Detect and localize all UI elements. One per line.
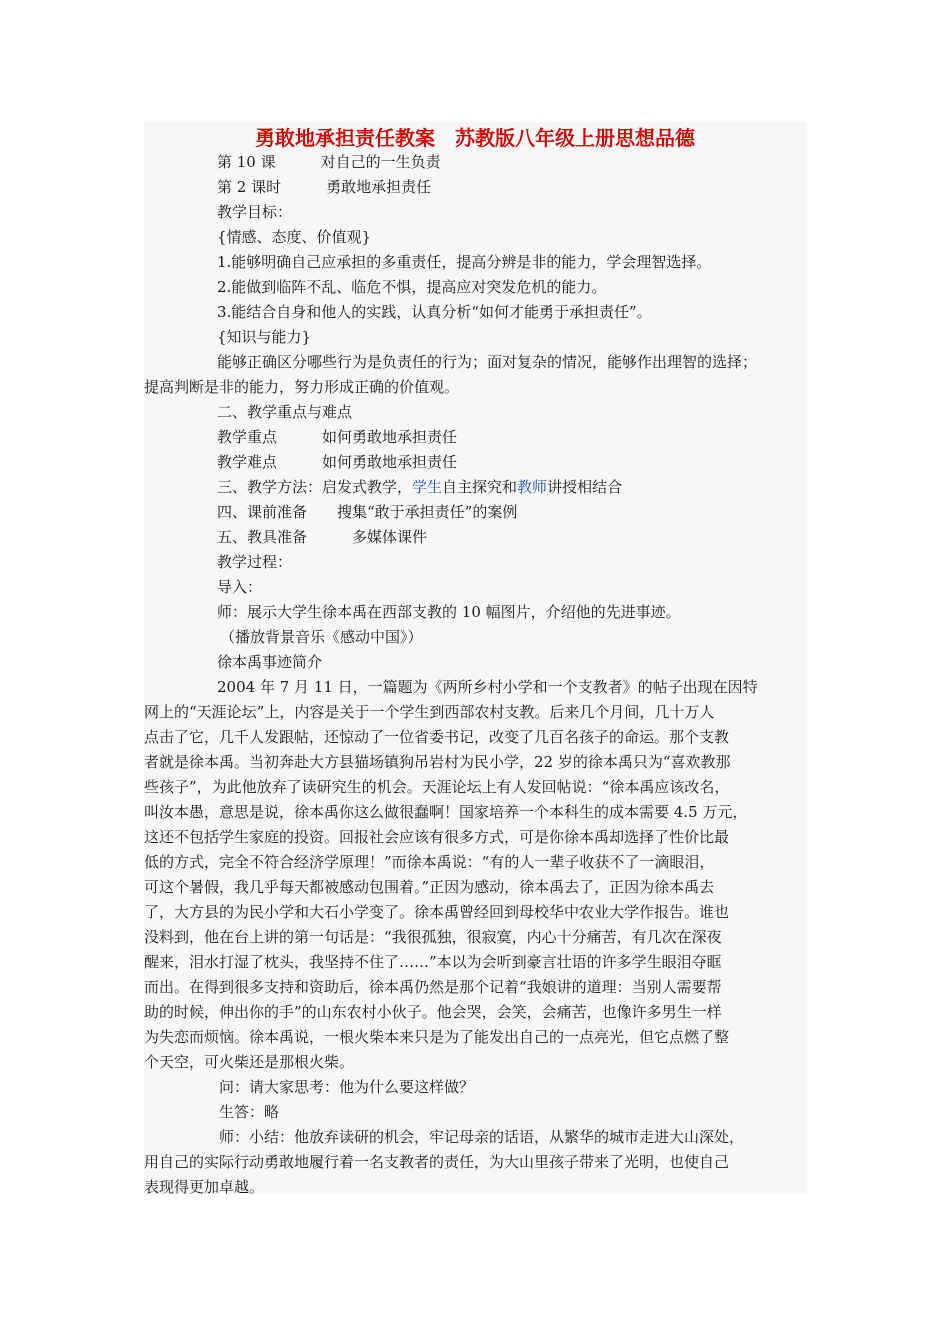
period-line: 第 2 课时 勇敢地承担责任 (217, 178, 432, 196)
summary-line-1: 师：小结：他放弃读研的机会，牢记母亲的话语，从繁华的城市走进大山深处， (219, 1128, 745, 1146)
story-line: 没料到，他在台上讲的第一句话是：“我很孤独，很寂寞，内心十分痛苦，有几次在深夜 (144, 928, 722, 946)
music-line: （播放背景音乐《感动中国》） (220, 628, 423, 646)
story-line: 这还不包括学生家庭的投资。回报社会应该有很多方式，可是你徐本禹却选择了性价比最 (144, 828, 730, 846)
story-line: 为失恋而烦恼。徐本禹说，一根火柴本来只是为了能发出自己的一点亮光，但它点燃了整 (144, 1028, 730, 1046)
process-heading: 教学过程： (217, 553, 293, 571)
story-line: 叫汝本愚，意思是说，徐本禹你这么做很蠢啊！国家培养一个本科生的成本需要 4.5 万元， (144, 803, 748, 821)
goal-item-2: 2.能做到临阵不乱、临危不惧，提高应对突发危机的能力。 (217, 278, 607, 296)
summary-line-2: 用自己的实际行动勇敢地履行着一名支教者的责任，为大山里孩子带来了光明，也使自己 (144, 1153, 730, 1171)
goals-subheading-values: {情感、态度、价值观} (217, 228, 372, 246)
story-line: 了，大方县的为民小学和大石小学变了。徐本禹曾经回到母校华中农业大学作报告。谁也 (144, 903, 730, 921)
ability-paragraph-line-1: 能够正确区分哪些行为是负责任的行为；面对复杂的情况，能够作出理智的选择； (217, 353, 758, 371)
story-line: 醒来，泪水打湿了枕头，我坚持不住了……”本以为会听到豪言壮语的许多学生眼泪夺眶 (144, 953, 722, 971)
story-line: 者就是徐本禹。当初奔赴大方县猫场镇狗吊岩村为民小学，22 岁的徐本禹只为“喜欢教那 (144, 753, 731, 771)
key-point-line: 教学重点 如何勇敢地承担责任 (217, 428, 458, 446)
answer-line: 生答：略 (219, 1103, 280, 1121)
story-line: 2004 年 7 月 11 日，一篇题为《两所乡村小学和一个支教者》的帖子出现在因特 (217, 678, 758, 696)
teacher-intro-line: 师：展示大学生徐本禹在西部支教的 10 幅图片，介绍他的先进事迹。 (217, 603, 681, 621)
link-teacher[interactable]: 教师 (517, 478, 548, 496)
story-line: 些孩子”，为此他放弃了读研究生的机会。天涯论坛上有人发回帖说：“徐本禹应该改名， (144, 778, 730, 796)
lesson-line: 第 10 课 对自己的一生负责 (217, 153, 441, 171)
method-prefix: 三、教学方法：启发式教学， (217, 478, 413, 496)
goals-heading: 教学目标： (217, 203, 293, 221)
story-line: 个天空，可火柴还是那根火柴。 (144, 1053, 355, 1071)
document-page (144, 122, 806, 1194)
intro-heading: 导入： (217, 578, 263, 596)
story-line: 助的时候，伸出你的手”的山东农村小伙子。他会哭，会笑，会痛苦，也像许多男生一样 (144, 1003, 722, 1021)
tools-line: 五、教具准备 多媒体课件 (217, 528, 428, 546)
difficult-point-line: 教学难点 如何勇敢地承担责任 (217, 453, 458, 471)
story-line: 而出。在得到很多支持和资助后，徐本禹仍然是那个记着“我娘讲的道理：当别人需要帮 (144, 978, 722, 996)
link-student[interactable]: 学生 (412, 478, 443, 496)
goal-item-1: 1.能够明确自己应承担的多重责任，提高分辨是非的能力，学会理智选择。 (217, 253, 712, 271)
story-line: 点击了它，几千人发跟帖，还惊动了一位省委书记，改变了几百名孩子的命运。那个支教 (144, 728, 730, 746)
method-suffix: 讲授相结合 (547, 478, 623, 496)
goal-item-3: 3.能结合自身和他人的实践，认真分析“如何才能勇于承担责任”。 (217, 303, 652, 321)
ability-paragraph-line-2: 提高判断是非的能力，努力形成正确的价值观。 (144, 378, 460, 396)
story-line: 网上的“天涯论坛”上，内容是关于一个学生到西部农村支教。后来几个月间，几十万人 (144, 703, 715, 721)
story-title: 徐本禹事迹简介 (217, 653, 323, 671)
question-line: 问：请大家思考：他为什么要这样做？ (219, 1078, 475, 1096)
method-line (217, 477, 622, 497)
method-mid: 自主探究和 (442, 478, 518, 496)
prep-line: 四、课前准备 搜集“敢于承担责任”的案例 (217, 503, 518, 521)
goals-subheading-ability: {知识与能力} (217, 328, 312, 346)
document-title: 勇敢地承担责任教案 苏教版八年级上册思想品德 (255, 126, 695, 150)
story-line: 低的方式，完全不符合经济学原理！”而徐本禹说：“有的人一辈子收获不了一滴眼泪， (144, 853, 715, 871)
story-line: 可这个暑假，我几乎每天都被感动包围着。”正因为感动，徐本禹去了，正因为徐本禹去 (144, 878, 715, 896)
section-key-difficult: 二、教学重点与难点 (217, 403, 353, 421)
summary-line-3: 表现得更加卓越。 (144, 1178, 265, 1196)
